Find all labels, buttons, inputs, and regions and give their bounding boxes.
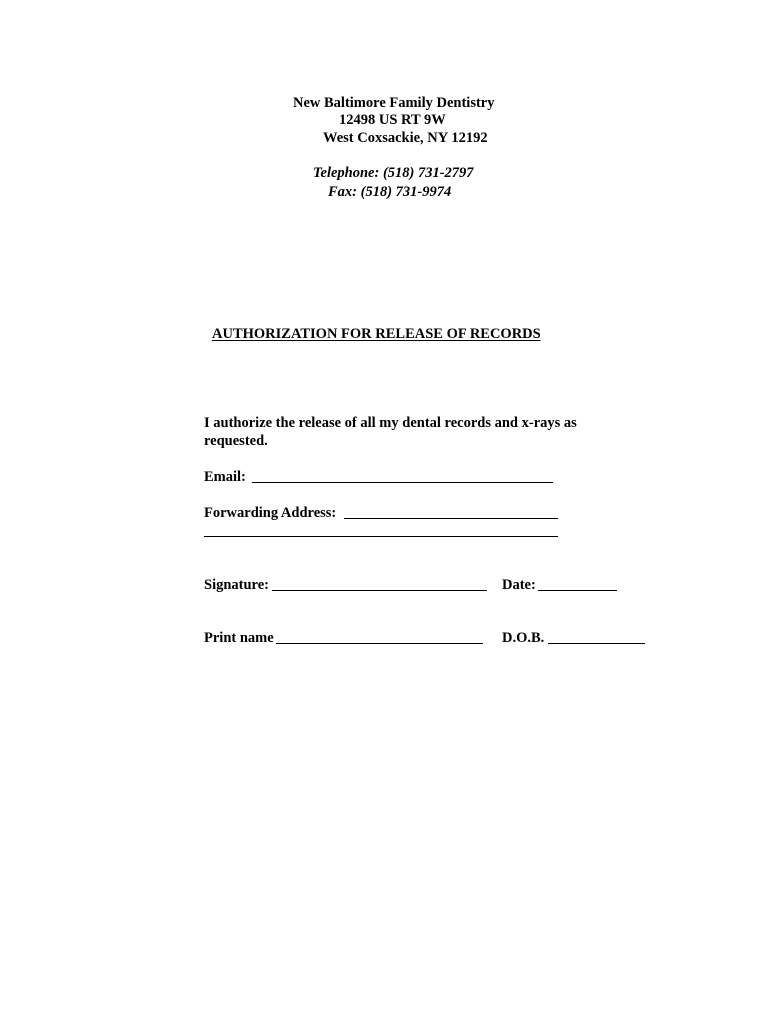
print-name-label: Print name — [204, 630, 274, 646]
dob-label: D.O.B. — [502, 630, 545, 646]
forwarding-address-line-2[interactable] — [204, 536, 558, 537]
authorization-statement: I authorize the release of all my dental records and x-rays as requested. — [204, 415, 577, 449]
email-label: Email: — [204, 469, 246, 485]
telephone: Telephone: (518) 731-2797 — [313, 165, 474, 181]
street-address: 12498 US RT 9W — [339, 112, 446, 128]
forwarding-address-label: Forwarding Address: — [204, 505, 337, 521]
signature-line[interactable] — [272, 590, 487, 591]
signature-label: Signature: — [204, 577, 269, 593]
date-label: Date: — [502, 577, 536, 593]
print-name-line[interactable] — [276, 643, 483, 644]
fax: Fax: (518) 731-9974 — [328, 184, 452, 200]
date-line[interactable] — [538, 590, 617, 591]
dob-line[interactable] — [548, 643, 645, 644]
forwarding-address-line-1[interactable] — [344, 518, 558, 519]
form-title: AUTHORIZATION FOR RELEASE OF RECORDS — [212, 326, 541, 342]
email-line[interactable] — [252, 482, 553, 483]
practice-name: New Baltimore Family Dentistry — [293, 95, 495, 111]
city-state-zip: West Coxsackie, NY 12192 — [323, 130, 488, 146]
